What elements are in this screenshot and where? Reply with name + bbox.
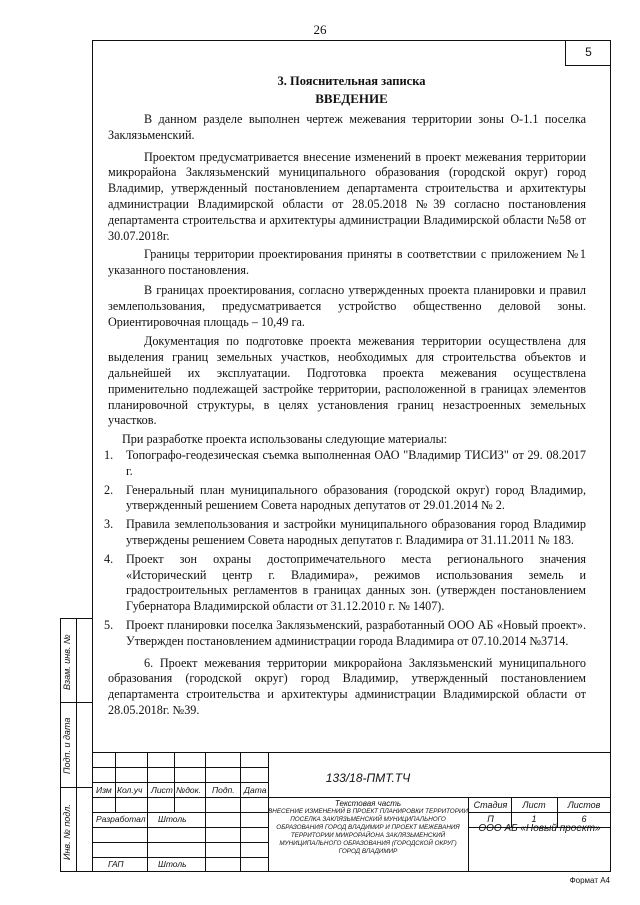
side-band-divider: [76, 618, 77, 872]
sheets-value: 6: [581, 814, 587, 824]
section-title: 3. Пояснительная записка: [277, 74, 426, 88]
name-developer: Штоль: [158, 814, 187, 824]
label-inv-orig: Инв. № подл.: [62, 804, 72, 860]
paragraph-materials-intro: При разработке проекта использованы следующие материалы:: [122, 432, 448, 447]
col-header-doc: №док.: [176, 785, 202, 795]
stage-header: Стадия: [473, 800, 508, 810]
col-header-izm: Изм: [96, 785, 112, 795]
list-item: 3. Правила землепользования и застройки муниципального образования город Владимир утверждены решением Совета народных депутатов г. Владимира от 31.11.2011 № 183.: [104, 517, 586, 547]
paragraph-documentation: Документация по подготовке проекта межевания территории осуществлена для выделения границ земельных участков, необходимых для строительства объектов и дальнейшей их эксплуатации. Подготовка проекта межевания осуществлена применительно подлежащей застройке территории, расположенной в границах элементов планировочной структуры, в целях установления границ незастроенных земельных участков.: [108, 334, 586, 428]
side-band-separator: [60, 787, 92, 788]
list-item: 5. Проект планировки поселка Заклязьменский, разработанный ООО АБ «Новый проект». Утвержден постановлением администрации города Владимира от 07.10.2014 №3714.: [104, 617, 586, 648]
list-item: 4. Проект зон охраны достопримечательного места регионального значения «Исторический центр г. Владимира», режимов использования земель и градостроительных регламентов в границах данных зон. (утвержден постановлением Губернатора Владимирской области от 31.12.2010 г. № 1407).: [104, 551, 586, 614]
sheets-header: Листов: [567, 800, 601, 810]
document-code: 133/18-ПМТ.ТЧ: [325, 771, 411, 785]
name-gap: Штоль: [158, 859, 187, 869]
label-inv-dubl: Взам. инв. №: [62, 634, 72, 690]
role-gap: ГАП: [108, 859, 124, 869]
col-header-data: Дата: [244, 785, 267, 795]
col-header-podp: Подп.: [212, 785, 235, 795]
page-number: 26: [313, 22, 327, 37]
sheet-header: Лист: [522, 800, 546, 810]
label-sign-date: Подп. и дата: [62, 717, 72, 774]
subtitle: ВВЕДЕНИЕ: [315, 91, 388, 106]
paragraph-zone: В границах проектирования, согласно утвержденных проекта планировки и правил землепользования, предусматривается устройство общественно деловой зоны. Ориентировочная площадь – 10,49 га.: [108, 282, 586, 329]
sheet-number: 5: [565, 40, 611, 66]
list-item: 1. Топографо-геодезическая съемка выполненная ОАО "Владимир ТИСИЗ" от 29. 08.2017 г.: [104, 447, 586, 478]
stage-value: П: [487, 814, 494, 824]
part-label: Текстовая часть: [334, 799, 402, 808]
col-header-kol-uch: Кол.уч: [117, 785, 143, 795]
paragraph-boundaries: Границы территории проектирования приняты в соответствии с приложением №1 указанного постановления.: [108, 247, 586, 278]
sheet-value: 1: [531, 814, 537, 824]
role-developer: Разработал: [96, 814, 146, 824]
side-band-separator: [60, 702, 92, 703]
col-header-list: Лист: [151, 785, 173, 795]
organization-name: ООО АБ «Новый проект»: [478, 823, 601, 834]
format-label: Формат А4: [569, 876, 610, 885]
list-item-6: 6. Проект межевания территории микрорайона Заклязьменский муниципального образования (городской округ) город Владимир, утвержденный постановлением департамента строительства и архитектуры администрации Владимирской области от 28.05.2018г. №39.: [108, 655, 586, 717]
project-description: ВНЕСЕНИЕ ИЗМЕНЕНИЙ В ПРОЕКТ ПЛАНИРОВКИ ТЕРРИТОРИИ ПОСЕЛКА ЗАКЛЯЗЬМЕНСКИЙ МУНИЦИПАЛЬНОГО ОБРАЗОВАНИЯ ГОРОД ВЛАДИМИР И ПРОЕКТ МЕЖЕВАНИЯ ТЕРРИТОРИИ МИКРОРАЙОНА ЗАКЛЯЗЬМЕНСКИЙ МУНИЦИПАЛЬНОГО ОБРАЗОВАНИЯ (ГОРОДСКОЙ ОКРУГ) ГОРОД ВЛАДИМИР: [268, 808, 468, 856]
paragraph-project: Проектом предусматривается внесение изменений в проект межевания территории микрорайона Заклязьменский муниципального образования (городской округ) город Владимир, утвержденный постановлением департамента строительства и архитектуры администрации Владимирской области от 28.05.2018 №39 согласно постановления департамента строительства и архитектуры администрации Владимирской области №58 от 30.07.2018г.: [108, 149, 586, 243]
paragraph-intro: В данном разделе выполнен чертеж межевания территории зоны О-1.1 поселка Заклязьменский.: [108, 112, 586, 142]
document-body: [104, 112, 586, 719]
list-item: 2. Генеральный план муниципального образования (городской округ) город Владимир, утвержденный решением Совета народных депутатов от 29.01.2014 № 2.: [104, 482, 586, 513]
